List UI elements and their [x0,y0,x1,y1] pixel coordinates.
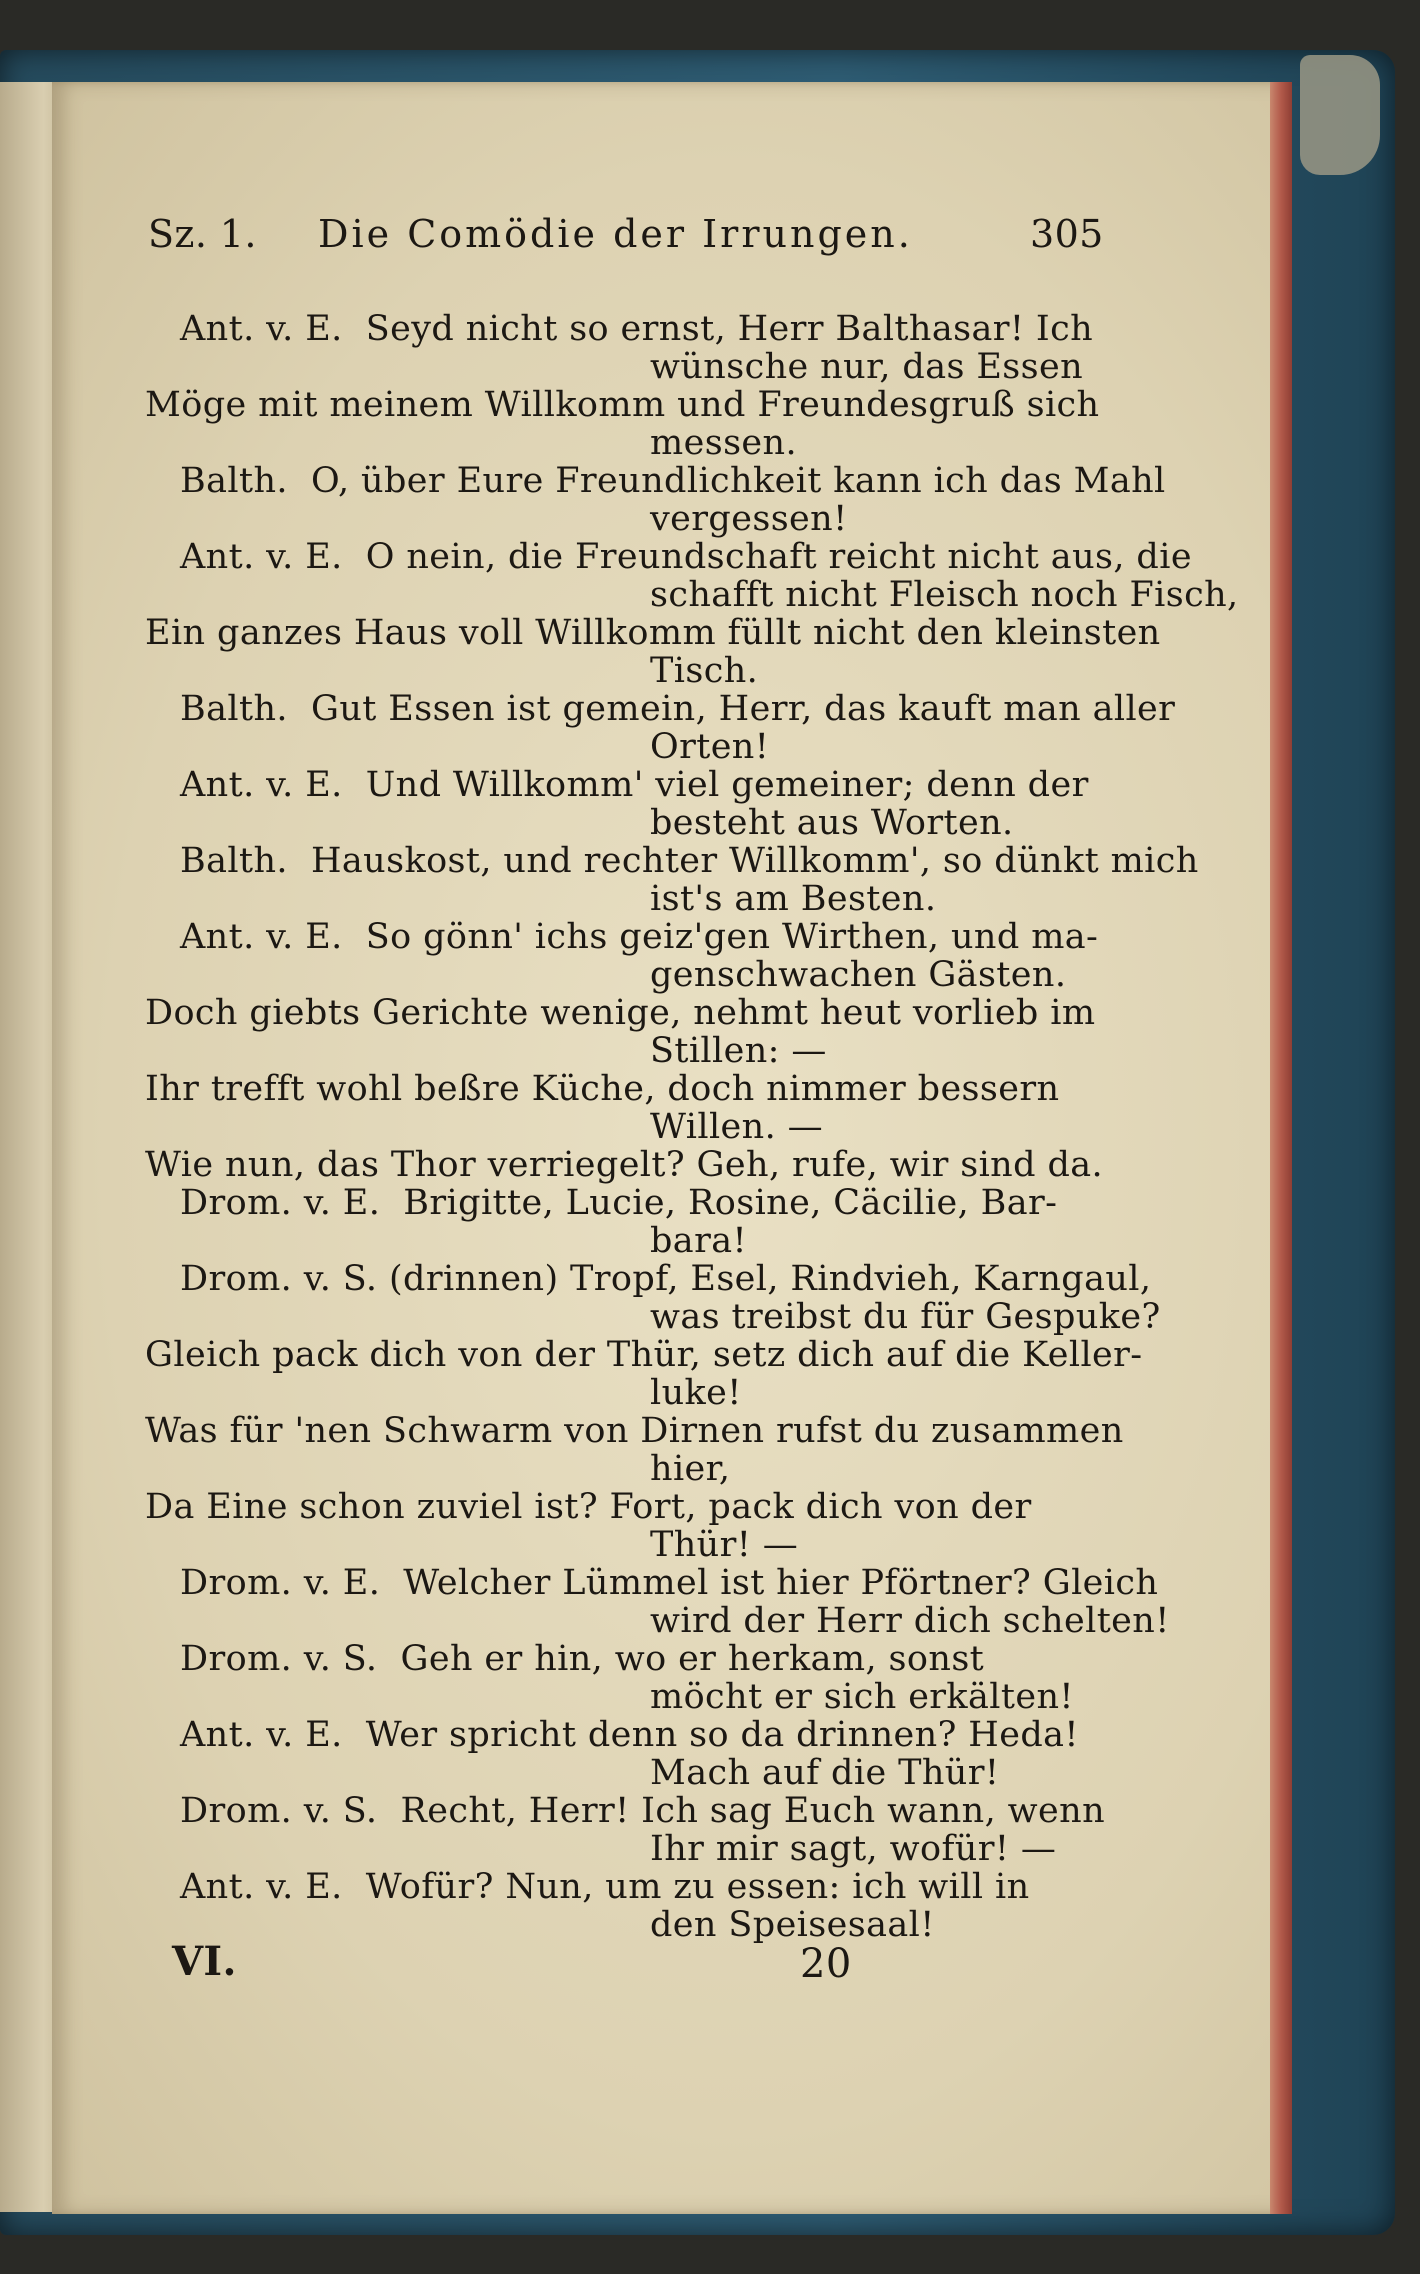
text-line: messen. [650,423,798,463]
text-line: Ihr mir sagt, wofür! — [650,1829,1057,1869]
text-line: Drom. v. S. (drinnen) Tropf, Esel, Rindvieh, Karngaul, [180,1259,1152,1299]
text-line: Balth. Hauskost, und rechter Willkomm', so dünkt mich [180,841,1199,881]
text-line: Ant. v. E. Seyd nicht so ernst, Herr Balthasar! Ich [180,309,1094,349]
red-page-edge [1270,82,1292,2214]
text-line: schafft nicht Fleisch noch Fisch, [650,575,1239,615]
text-line: Ihr trefft wohl beßre Küche, doch nimmer bessern [145,1069,1060,1109]
text-line: bara! [650,1221,747,1261]
scene-label: Sz. 1. [148,212,257,256]
text-line: Ant. v. E. O nein, die Freundschaft reicht nicht aus, die [180,537,1192,577]
text-line: wird der Herr dich schelten! [650,1601,1170,1641]
text-line: Orten! [650,727,770,767]
text-line: Drom. v. E. Brigitte, Lucie, Rosine, Cäcilie, Bar- [180,1183,1058,1223]
running-title: Die Comödie der Irrungen. [318,212,913,256]
text-line: hier, [650,1449,731,1489]
text-line: Mach auf die Thür! [650,1753,1000,1793]
page-number: 305 [1030,212,1104,256]
text-line: Drom. v. S. Geh er hin, wo er herkam, sonst [180,1639,985,1679]
text-line: Balth. Gut Essen ist gemein, Herr, das kauft man aller [180,689,1176,729]
text-line: Drom. v. E. Welcher Lümmel ist hier Pförtner? Gleich [180,1563,1159,1603]
worn-corner [1300,55,1380,175]
signature-mark: 20 [800,1941,852,1987]
text-line: Möge mit meinem Willkomm und Freundesgruß sich [145,385,1100,425]
text-line: Gleich pack dich von der Thür, setz dich auf die Keller- [145,1335,1143,1375]
text-line: Wie nun, das Thor verriegelt? Geh, rufe, wir sind da. [145,1145,1104,1185]
text-line: Tisch. [650,651,759,691]
text-line: Thür! — [650,1525,799,1565]
text-line: Ant. v. E. Wofür? Nun, um zu essen: ich will in [180,1867,1030,1907]
text-line: was treibst du für Gespuke? [650,1297,1161,1337]
text-line: genschwachen Gästen. [650,955,1067,995]
text-line: Drom. v. S. Recht, Herr! Ich sag Euch wann, wenn [180,1791,1106,1831]
text-line: Stillen: — [650,1031,827,1071]
text-line: vergessen! [650,499,848,539]
text-line: den Speisesaal! [650,1905,935,1945]
text-line: wünsche nur, das Essen [650,347,1084,387]
text-line: Balth. O, über Eure Freundlichkeit kann ich das Mahl [180,461,1166,501]
text-line: Was für 'nen Schwarm von Dirnen rufst du zusammen [145,1411,1124,1451]
text-line: besteht aus Worten. [650,803,1014,843]
text-line: Da Eine schon zuviel ist? Fort, pack dich von der [145,1487,1032,1527]
text-line: möcht er sich erkälten! [650,1677,1074,1717]
text-line: Willen. — [650,1107,824,1147]
text-line: luke! [650,1373,742,1413]
text-line: Ein ganzes Haus voll Willkomm füllt nicht den kleinsten [145,613,1161,653]
volume-mark: VI. [172,1938,237,1985]
text-line: Ant. v. E. Und Willkomm' viel gemeiner; denn der [180,765,1089,805]
text-line: Ant. v. E. So gönn' ichs geiz'gen Wirthen, und ma- [180,917,1099,957]
text-line: Doch giebts Gerichte wenige, nehmt heut vorlieb im [145,993,1096,1033]
text-line: ist's am Besten. [650,879,937,919]
text-line: Ant. v. E. Wer spricht denn so da drinnen? Heda! [180,1715,1079,1755]
